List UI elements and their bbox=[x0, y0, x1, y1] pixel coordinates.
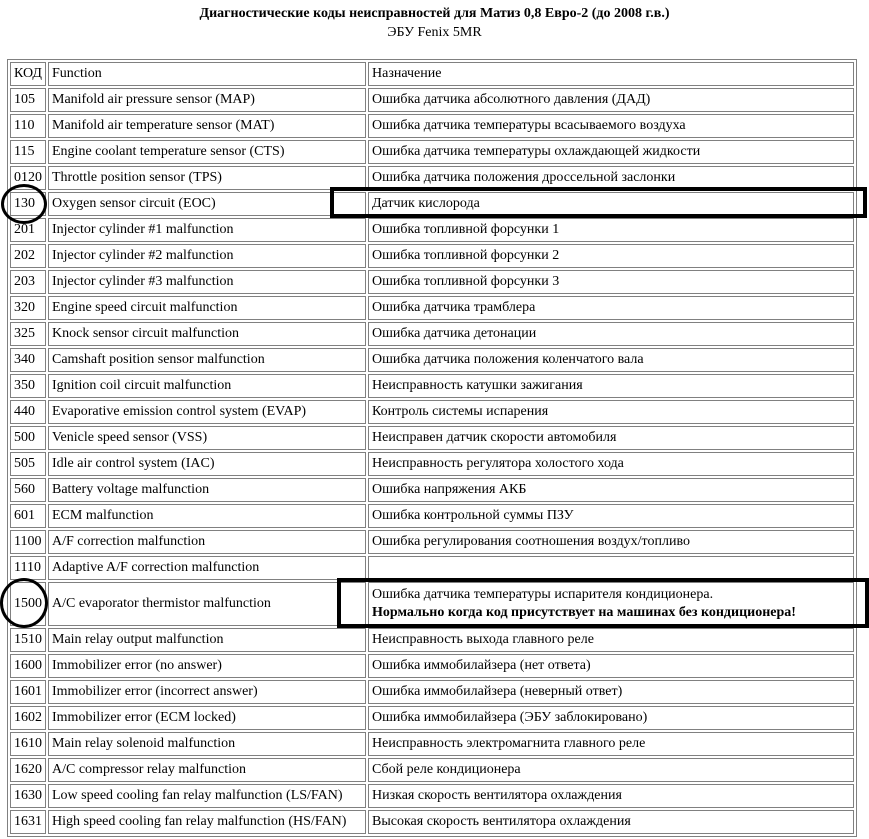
description-cell: Ошибка иммобилайзера (неверный ответ) bbox=[368, 680, 854, 704]
table-row bbox=[10, 504, 854, 528]
code-cell: 1631 bbox=[10, 810, 46, 834]
function-cell: Camshaft position sensor malfunction bbox=[48, 348, 366, 372]
function-cell: Immobilizer error (ECM locked) bbox=[48, 706, 366, 730]
table-row bbox=[10, 654, 854, 678]
description-cell: Неисправность регулятора холостого хода bbox=[368, 452, 854, 476]
table-row bbox=[10, 270, 854, 294]
function-cell: ECM malfunction bbox=[48, 504, 366, 528]
table-row bbox=[10, 732, 854, 756]
code-cell: 1610 bbox=[10, 732, 46, 756]
description-cell: Низкая скорость вентилятора охлаждения bbox=[368, 784, 854, 808]
function-cell: A/C evaporator thermistor malfunction bbox=[48, 582, 366, 626]
function-cell: Engine coolant temperature sensor (CTS) bbox=[48, 140, 366, 164]
table-row bbox=[10, 810, 854, 834]
description-cell: Ошибка датчика абсолютного давления (ДАД) bbox=[368, 88, 854, 112]
description-cell: Ошибка иммобилайзера (ЭБУ заблокировано) bbox=[368, 706, 854, 730]
code-cell: 1630 bbox=[10, 784, 46, 808]
code-cell: 1601 bbox=[10, 680, 46, 704]
function-cell: Injector cylinder #1 malfunction bbox=[48, 218, 366, 242]
code-cell: 1510 bbox=[10, 628, 46, 652]
function-cell: Knock sensor circuit malfunction bbox=[48, 322, 366, 346]
table-row bbox=[10, 628, 854, 652]
table-row bbox=[10, 140, 854, 164]
table-row bbox=[10, 348, 854, 372]
code-cell: 202 bbox=[10, 244, 46, 268]
function-cell: Adaptive A/F correction malfunction bbox=[48, 556, 366, 580]
table-row bbox=[10, 784, 854, 808]
code-cell: 203 bbox=[10, 270, 46, 294]
description-cell: Контроль системы испарения bbox=[368, 400, 854, 424]
table-header-row bbox=[10, 62, 854, 86]
code-cell: 201 bbox=[10, 218, 46, 242]
code-cell: 340 bbox=[10, 348, 46, 372]
code-cell: 0120 bbox=[10, 166, 46, 190]
function-cell: Manifold air temperature sensor (MAT) bbox=[48, 114, 366, 138]
table-row bbox=[10, 296, 854, 320]
description-cell: Сбой реле кондиционера bbox=[368, 758, 854, 782]
description-text: Ошибка датчика температуры испарителя кондиционера. bbox=[372, 587, 714, 602]
highlight-circle-1500 bbox=[0, 578, 48, 628]
description-cell: Датчик кислорода bbox=[368, 192, 854, 216]
table-row bbox=[10, 400, 854, 424]
code-cell: 1100 bbox=[10, 530, 46, 554]
description-cell: Ошибка иммобилайзера (нет ответа) bbox=[368, 654, 854, 678]
code-cell: 110 bbox=[10, 114, 46, 138]
function-cell: Engine speed circuit malfunction bbox=[48, 296, 366, 320]
code-cell: 350 bbox=[10, 374, 46, 398]
header-function: Function bbox=[48, 62, 366, 86]
table-row bbox=[10, 530, 854, 554]
function-cell: Low speed cooling fan relay malfunction (LS/FAN) bbox=[48, 784, 366, 808]
header-description: Назначение bbox=[368, 62, 854, 86]
description-cell: Ошибка топливной форсунки 1 bbox=[368, 218, 854, 242]
error-codes-table bbox=[7, 59, 857, 837]
function-cell: High speed cooling fan relay malfunction (HS/FAN) bbox=[48, 810, 366, 834]
description-cell: Ошибка датчика температуры охлаждающей жидкости bbox=[368, 140, 854, 164]
function-cell: Immobilizer error (incorrect answer) bbox=[48, 680, 366, 704]
description-cell: Ошибка топливной форсунки 3 bbox=[368, 270, 854, 294]
table-row bbox=[10, 426, 854, 450]
code-cell: 1620 bbox=[10, 758, 46, 782]
function-cell: Throttle position sensor (TPS) bbox=[48, 166, 366, 190]
description-cell: Ошибка топливной форсунки 2 bbox=[368, 244, 854, 268]
description-cell: Ошибка датчика температуры всасываемого воздуха bbox=[368, 114, 854, 138]
function-cell: A/F correction malfunction bbox=[48, 530, 366, 554]
table-row bbox=[10, 478, 854, 502]
page-subtitle: ЭБУ Fenix 5MR bbox=[387, 25, 482, 40]
description-cell: Ошибка контрольной суммы ПЗУ bbox=[368, 504, 854, 528]
function-cell: Idle air control system (IAC) bbox=[48, 452, 366, 476]
page-title: Диагностические коды неисправностей для Матиз 0,8 Евро-2 (до 2008 г.в.) bbox=[199, 6, 670, 21]
code-cell: 560 bbox=[10, 478, 46, 502]
description-cell: Ошибка датчика детонации bbox=[368, 322, 854, 346]
code-cell: 325 bbox=[10, 322, 46, 346]
description-cell: Ошибка датчика положения коленчатого вала bbox=[368, 348, 854, 372]
function-cell: Main relay output malfunction bbox=[48, 628, 366, 652]
function-cell: Evaporative emission control system (EVAP) bbox=[48, 400, 366, 424]
table-row bbox=[10, 452, 854, 476]
table-body bbox=[10, 62, 854, 834]
table-row bbox=[10, 244, 854, 268]
function-cell: Injector cylinder #3 malfunction bbox=[48, 270, 366, 294]
function-cell: Battery voltage malfunction bbox=[48, 478, 366, 502]
description-cell: Неисправность катушки зажигания bbox=[368, 374, 854, 398]
code-cell: 1500 bbox=[10, 582, 46, 626]
code-cell: 1602 bbox=[10, 706, 46, 730]
code-cell: 130 bbox=[10, 192, 46, 216]
code-cell: 115 bbox=[10, 140, 46, 164]
code-cell: 1110 bbox=[10, 556, 46, 580]
function-cell: Oxygen sensor circuit (EOC) bbox=[48, 192, 366, 216]
description-cell: Ошибка напряжения АКБ bbox=[368, 478, 854, 502]
function-cell: A/C compressor relay malfunction bbox=[48, 758, 366, 782]
code-cell: 440 bbox=[10, 400, 46, 424]
function-cell: Injector cylinder #2 malfunction bbox=[48, 244, 366, 268]
table-row bbox=[10, 88, 854, 112]
highlight-circle-130 bbox=[1, 184, 47, 224]
table-row bbox=[10, 556, 854, 580]
function-cell: Manifold air pressure sensor (MAP) bbox=[48, 88, 366, 112]
highlight-box-130 bbox=[330, 187, 867, 218]
code-cell: 320 bbox=[10, 296, 46, 320]
code-cell: 1600 bbox=[10, 654, 46, 678]
header-code: КОД bbox=[10, 62, 46, 86]
description-cell: Ошибка датчика положения дроссельной заслонки bbox=[368, 166, 854, 190]
function-cell: Venicle speed sensor (VSS) bbox=[48, 426, 366, 450]
code-cell: 505 bbox=[10, 452, 46, 476]
description-cell: Неисправность выхода главного реле bbox=[368, 628, 854, 652]
function-cell: Immobilizer error (no answer) bbox=[48, 654, 366, 678]
description-cell: Ошибка регулирования соотношения воздух/топливо bbox=[368, 530, 854, 554]
function-cell: Ignition coil circuit malfunction bbox=[48, 374, 366, 398]
description-cell bbox=[368, 556, 854, 580]
description-note: Нормально когда код присутствует на машинах без кондиционера! bbox=[372, 605, 796, 620]
description-cell: Неисправен датчик скорости автомобиля bbox=[368, 426, 854, 450]
table-row bbox=[10, 218, 854, 242]
description-cell: Высокая скорость вентилятора охлаждения bbox=[368, 810, 854, 834]
description-cell: Неисправность электромагнита главного реле bbox=[368, 732, 854, 756]
description-cell: Ошибка датчика трамблера bbox=[368, 296, 854, 320]
table-row bbox=[10, 374, 854, 398]
table-row bbox=[10, 706, 854, 730]
code-cell: 500 bbox=[10, 426, 46, 450]
table-row bbox=[10, 758, 854, 782]
table-row bbox=[10, 322, 854, 346]
table-row bbox=[10, 680, 854, 704]
code-cell: 601 bbox=[10, 504, 46, 528]
table-row bbox=[10, 114, 854, 138]
function-cell: Main relay solenoid malfunction bbox=[48, 732, 366, 756]
code-cell: 105 bbox=[10, 88, 46, 112]
highlight-box-1500 bbox=[337, 578, 869, 628]
